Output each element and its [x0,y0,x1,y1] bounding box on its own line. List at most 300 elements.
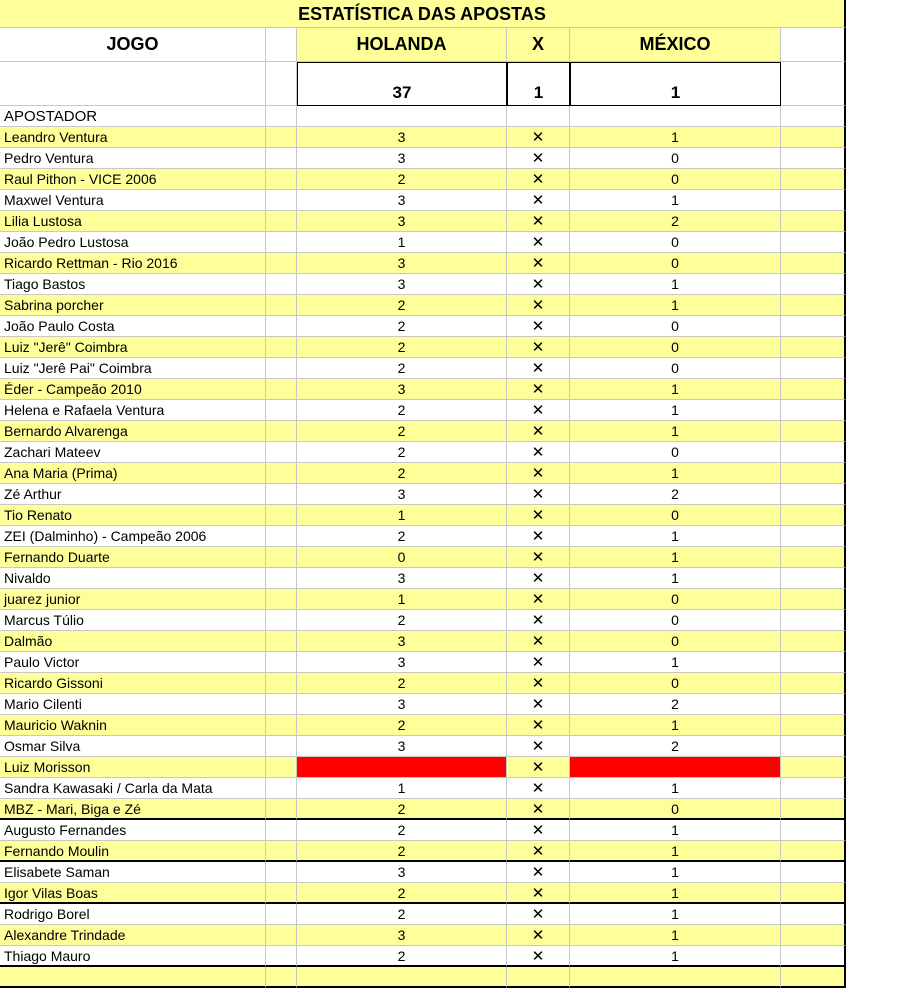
end-cell [781,568,846,589]
spacer-cell [266,400,297,421]
team1-score [297,967,507,988]
table-row [0,211,846,232]
spacer-cell [266,253,297,274]
bettor-name: Zé Arthur [0,484,266,505]
x-mark: ✕ [507,379,570,400]
x-mark: ✕ [507,946,570,967]
x-mark: ✕ [507,400,570,421]
end-cell [781,610,846,631]
team2-score: 0 [570,148,781,169]
team1-score: 2 [297,715,507,736]
team1-score: 2 [297,295,507,316]
apostador-label: APOSTADOR [0,106,266,127]
x-mark: ✕ [507,904,570,925]
end-cell [781,547,846,568]
team1-score: 3 [297,694,507,715]
x-mark: ✕ [507,316,570,337]
team2-score: 0 [570,253,781,274]
bettor-name: ZEI (Dalminho) - Campeão 2006 [0,526,266,547]
x-mark: ✕ [507,274,570,295]
table-row [0,148,846,169]
team2-score: 1 [570,463,781,484]
spacer-cell [266,526,297,547]
x-mark: ✕ [507,337,570,358]
table-row [0,421,846,442]
team2-score: 2 [570,694,781,715]
totals-row [0,62,846,106]
team2-score: 1 [570,526,781,547]
end-cell [781,106,846,127]
team1-score: 1 [297,505,507,526]
table-row [0,295,846,316]
x-mark: ✕ [507,148,570,169]
bettor-name: Nivaldo [0,568,266,589]
team1-score: 2 [297,904,507,925]
bettor-name: Alexandre Trindade [0,925,266,946]
table-row [0,652,846,673]
table-row [0,568,846,589]
spacer-cell [266,883,297,904]
table-row [0,484,846,505]
spacer-cell [266,211,297,232]
bettor-name: Bernardo Alvarenga [0,421,266,442]
team2-score: 1 [570,841,781,862]
team1-score: 3 [297,148,507,169]
spacer-cell [266,148,297,169]
bettor-name: Tio Renato [0,505,266,526]
team1-score: 2 [297,358,507,379]
team2-score: 1 [570,421,781,442]
x-mark: ✕ [507,820,570,841]
spacer-cell [266,631,297,652]
bettor-name: João Pedro Lustosa [0,232,266,253]
team1-score: 3 [297,253,507,274]
team1-score: 2 [297,526,507,547]
bettor-name: Paulo Victor [0,652,266,673]
spacer-cell [266,904,297,925]
end-cell [781,148,846,169]
x-mark: ✕ [507,568,570,589]
team2-score: 0 [570,358,781,379]
team1-score: 2 [297,673,507,694]
table-row [0,862,846,883]
team2-header: MÉXICO [570,28,781,62]
team2-score: 1 [570,400,781,421]
end-cell [781,526,846,547]
spacer-cell [266,442,297,463]
x-mark: ✕ [507,799,570,820]
team2-score: 0 [570,799,781,820]
x-mark: ✕ [507,715,570,736]
x-mark: ✕ [507,169,570,190]
team1-score: 2 [297,463,507,484]
team1-score: 3 [297,379,507,400]
team1-score: 3 [297,925,507,946]
x-mark: ✕ [507,841,570,862]
team2-score: 1 [570,295,781,316]
end-cell [781,28,846,62]
table-row [0,610,846,631]
team2-score [570,757,781,778]
bettor-name: Sabrina porcher [0,295,266,316]
team2-score: 0 [570,232,781,253]
end-cell [781,274,846,295]
team2-score: 1 [570,820,781,841]
spacer-cell [266,505,297,526]
table-row [0,127,846,148]
table-row [0,883,846,904]
x-mark: ✕ [507,190,570,211]
team2-score: 1 [570,904,781,925]
team2-score: 0 [570,316,781,337]
x-mark: ✕ [507,358,570,379]
spacer-cell [266,463,297,484]
spacer-cell [266,547,297,568]
team2-score: 1 [570,883,781,904]
bettor-name: Tiago Bastos [0,274,266,295]
team1-score: 1 [297,778,507,799]
team1-score: 3 [297,736,507,757]
bettor-name: Éder - Campeão 2010 [0,379,266,400]
spacer-cell [266,610,297,631]
bettor-name: Ricardo Rettman - Rio 2016 [0,253,266,274]
x-mark: ✕ [507,484,570,505]
spacer-cell [266,757,297,778]
x-mark: ✕ [507,127,570,148]
table-row [0,694,846,715]
team2-score: 1 [570,379,781,400]
end-cell [781,757,846,778]
x-mark: ✕ [507,526,570,547]
end-cell [781,946,846,967]
end-cell [781,337,846,358]
end-cell [781,631,846,652]
end-cell [781,883,846,904]
team1-score: 3 [297,274,507,295]
bettor-name: Luiz "Jerê Pai" Coimbra [0,358,266,379]
spacer-cell [266,589,297,610]
spacer-cell [266,946,297,967]
empty-cell [297,106,507,127]
spacer-cell [266,841,297,862]
spacer-cell [266,421,297,442]
apostador-row [0,106,846,127]
team1-score: 1 [297,232,507,253]
spacer-cell [266,232,297,253]
x-mark: ✕ [507,211,570,232]
team1-score: 3 [297,631,507,652]
bettor-name: Osmar Silva [0,736,266,757]
bettor-name: Elisabete Saman [0,862,266,883]
team2-score: 2 [570,211,781,232]
team1-score: 0 [297,547,507,568]
x-mark: ✕ [507,442,570,463]
spacer-cell [266,715,297,736]
team1-score: 1 [297,589,507,610]
table-row [0,904,846,925]
team1-score: 3 [297,484,507,505]
end-cell [781,736,846,757]
x-mark: ✕ [507,631,570,652]
bettor-name: Marcus Túlio [0,610,266,631]
team2-score: 0 [570,442,781,463]
team2-score: 2 [570,484,781,505]
team1-score: 2 [297,400,507,421]
table-row [0,547,846,568]
bettor-name: MBZ - Mari, Biga e Zé [0,799,266,820]
end-cell [781,862,846,883]
header-row [0,28,846,62]
team1-score: 3 [297,568,507,589]
x-mark: ✕ [507,295,570,316]
end-cell [781,400,846,421]
team1-total: 37 [297,62,507,106]
end-cell [781,211,846,232]
team2-score: 0 [570,337,781,358]
table-row [0,463,846,484]
table-row [0,190,846,211]
table-row [0,673,846,694]
team2-score: 1 [570,127,781,148]
team2-score: 0 [570,505,781,526]
x-mark: ✕ [507,778,570,799]
end-cell [781,169,846,190]
spacer-cell [266,106,297,127]
table-row [0,589,846,610]
end-cell [781,62,846,106]
sep-total: 1 [507,62,570,106]
end-cell [781,316,846,337]
x-mark: ✕ [507,232,570,253]
table-row [0,631,846,652]
jogo-header: JOGO [0,28,266,62]
team1-score: 2 [297,799,507,820]
team1-score: 2 [297,820,507,841]
team2-score: 1 [570,547,781,568]
team2-score: 0 [570,610,781,631]
end-cell [781,442,846,463]
bettor-name [0,967,266,988]
end-cell [781,232,846,253]
spacer-cell [266,967,297,988]
table-row [0,736,846,757]
bettor-name: Maxwel Ventura [0,190,266,211]
table-row [0,820,846,841]
bettor-name: Ana Maria (Prima) [0,463,266,484]
end-cell [781,967,846,988]
team2-score: 1 [570,925,781,946]
team1-score: 2 [297,883,507,904]
x-mark: ✕ [507,505,570,526]
team1-score: 2 [297,316,507,337]
bettor-name: Igor Vilas Boas [0,883,266,904]
bettor-name: Fernando Duarte [0,547,266,568]
bettor-name: Ricardo Gissoni [0,673,266,694]
team1-score: 2 [297,610,507,631]
table-row [0,799,846,820]
spacer-cell [266,484,297,505]
sheet-title: ESTATÍSTICA DAS APOSTAS [0,0,846,28]
table-row [0,232,846,253]
x-mark: ✕ [507,463,570,484]
end-cell [781,694,846,715]
x-mark: ✕ [507,253,570,274]
empty-cell [0,62,266,106]
bettor-name: Luiz "Jerê" Coimbra [0,337,266,358]
team2-score: 0 [570,589,781,610]
team1-score: 2 [297,169,507,190]
team2-score: 1 [570,274,781,295]
bettor-name: Mauricio Waknin [0,715,266,736]
spacer-cell [266,127,297,148]
end-cell [781,925,846,946]
end-cell [781,778,846,799]
spacer-cell [266,337,297,358]
spacer-cell [266,379,297,400]
spacer-cell [266,316,297,337]
table-row [0,757,846,778]
table-row [0,169,846,190]
spacer-cell [266,568,297,589]
empty-cell [507,106,570,127]
team1-header: HOLANDA [297,28,507,62]
team2-score: 1 [570,946,781,967]
bettor-name: Lilia Lustosa [0,211,266,232]
sep-header: X [507,28,570,62]
end-cell [781,589,846,610]
team1-score: 2 [297,946,507,967]
spacer-cell [266,736,297,757]
spacer-cell [266,62,297,106]
spacer-cell [266,169,297,190]
spacer-cell [266,862,297,883]
bettor-name: Rodrigo Borel [0,904,266,925]
team1-score: 2 [297,337,507,358]
table-row [0,946,846,967]
end-cell [781,190,846,211]
table-row [0,967,846,988]
team1-score: 3 [297,211,507,232]
bettor-name: Luiz Morisson [0,757,266,778]
team1-score: 3 [297,190,507,211]
end-cell [781,379,846,400]
spacer-cell [266,358,297,379]
empty-cell [570,106,781,127]
bettor-name: Thiago Mauro [0,946,266,967]
end-cell [781,799,846,820]
end-cell [781,820,846,841]
spacer-cell [266,820,297,841]
end-cell [781,904,846,925]
bettor-name: Dalmão [0,631,266,652]
bettor-name: Sandra Kawasaki / Carla da Mata [0,778,266,799]
end-cell [781,358,846,379]
spacer-cell [266,295,297,316]
bettor-name: Fernando Moulin [0,841,266,862]
table-row [0,715,846,736]
table-row [0,253,846,274]
end-cell [781,841,846,862]
end-cell [781,652,846,673]
team2-score: 1 [570,568,781,589]
table-row [0,379,846,400]
x-mark: ✕ [507,925,570,946]
table-row [0,925,846,946]
table-row [0,337,846,358]
team2-total: 1 [570,62,781,106]
team2-score: 1 [570,715,781,736]
spacer-cell [266,274,297,295]
bettor-name: juarez junior [0,589,266,610]
x-mark: ✕ [507,547,570,568]
team2-score: 0 [570,673,781,694]
end-cell [781,295,846,316]
x-mark: ✕ [507,862,570,883]
team2-score [570,967,781,988]
team1-score: 3 [297,127,507,148]
spacer-cell [266,694,297,715]
spacer-cell [266,652,297,673]
x-mark: ✕ [507,610,570,631]
x-mark: ✕ [507,694,570,715]
table-row [0,442,846,463]
bettor-name: Raul Pithon - VICE 2006 [0,169,266,190]
team1-score: 2 [297,421,507,442]
end-cell [781,127,846,148]
spacer-cell [266,799,297,820]
table-row [0,778,846,799]
end-cell [781,253,846,274]
spacer-cell [266,778,297,799]
spacer-cell [266,28,297,62]
table-row [0,505,846,526]
spacer-cell [266,925,297,946]
team2-score: 2 [570,736,781,757]
end-cell [781,484,846,505]
bettor-name: Zachari Mateev [0,442,266,463]
table-row [0,526,846,547]
spacer-cell [266,673,297,694]
bettor-name: Pedro Ventura [0,148,266,169]
team1-score: 2 [297,841,507,862]
x-mark: ✕ [507,652,570,673]
bettor-name: Mario Cilenti [0,694,266,715]
end-cell [781,715,846,736]
end-cell [781,421,846,442]
team2-score: 1 [570,862,781,883]
table-row [0,841,846,862]
table-row [0,358,846,379]
x-mark: ✕ [507,736,570,757]
end-cell [781,505,846,526]
x-mark [507,967,570,988]
table-row [0,316,846,337]
table-row [0,400,846,421]
x-mark: ✕ [507,673,570,694]
team2-score: 0 [570,631,781,652]
team1-score: 3 [297,862,507,883]
x-mark: ✕ [507,757,570,778]
table-row [0,274,846,295]
team1-score [297,757,507,778]
x-mark: ✕ [507,589,570,610]
team2-score: 0 [570,169,781,190]
bettor-name: Helena e Rafaela Ventura [0,400,266,421]
team1-score: 3 [297,652,507,673]
end-cell [781,463,846,484]
team2-score: 1 [570,652,781,673]
bettor-name: João Paulo Costa [0,316,266,337]
